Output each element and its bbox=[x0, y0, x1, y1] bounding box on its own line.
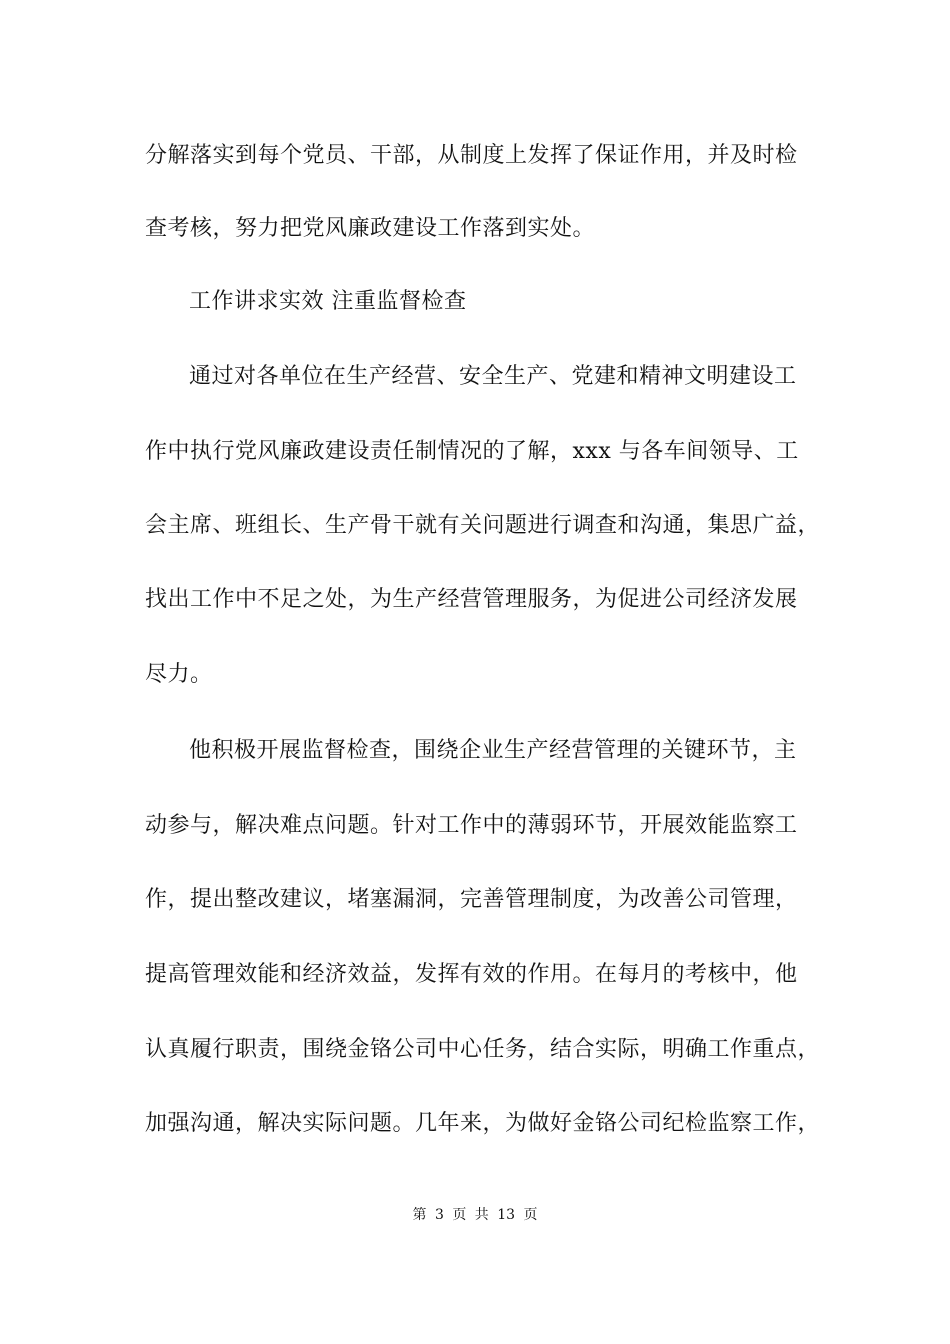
paragraph-3-line-4: 找出工作中不足之处，为生产经营管理服务，为促进公司经济发展 bbox=[145, 587, 798, 612]
paragraph-4-line-2: 动参与，解决难点问题。针对工作中的薄弱环节，开展效能监察工 bbox=[145, 813, 798, 838]
paragraph-4-line-1: 他积极开展监督检查，围绕企业生产经营管理的关键环节，主 bbox=[189, 738, 797, 763]
page-footer bbox=[0, 1205, 950, 1225]
footer-prefix: 第 bbox=[412, 1207, 427, 1223]
paragraph-1-line-2: 查考核，努力把党风廉政建设工作落到实处。 bbox=[145, 216, 596, 241]
footer-current-page: 3 bbox=[434, 1207, 444, 1223]
paragraph-3-line-3: 会主席、班组长、生产骨干就有关问题进行调查和沟通，集思广益， bbox=[145, 513, 821, 538]
section-heading: 工作讲求实效 注重监督检查 bbox=[189, 289, 467, 314]
paragraph-4-line-3: 作，提出整改建议，堵塞漏洞，完善管理制度，为改善公司管理， bbox=[145, 887, 798, 912]
footer-suffix: 页 bbox=[523, 1207, 538, 1223]
paragraph-4-line-4: 提高管理效能和经济效益，发挥有效的作用。在每月的考核中，他 bbox=[145, 962, 798, 987]
paragraph-3-line-5: 尽力。 bbox=[145, 662, 213, 687]
paragraph-4-line-6: 加强沟通，解决实际问题。几年来，为做好金铬公司纪检监察工作， bbox=[145, 1111, 821, 1136]
footer-total-pages: 13 bbox=[497, 1207, 516, 1223]
paragraph-3-line-1: 通过对各单位在生产经营、安全生产、党建和精神文明建设工 bbox=[189, 364, 797, 389]
footer-page-unit: 页 bbox=[452, 1207, 467, 1223]
paragraph-1-line-1: 分解落实到每个党员、干部，从制度上发挥了保证作用，并及时检 bbox=[145, 143, 798, 168]
paragraph-4-line-5: 认真履行职责，围绕金铬公司中心任务，结合实际，明确工作重点， bbox=[145, 1037, 821, 1062]
paragraph-3-line-2: 作中执行党风廉政建设责任制情况的了解，xxx 与各车间领导、工 bbox=[145, 439, 799, 464]
footer-total-label: 共 bbox=[474, 1207, 489, 1223]
